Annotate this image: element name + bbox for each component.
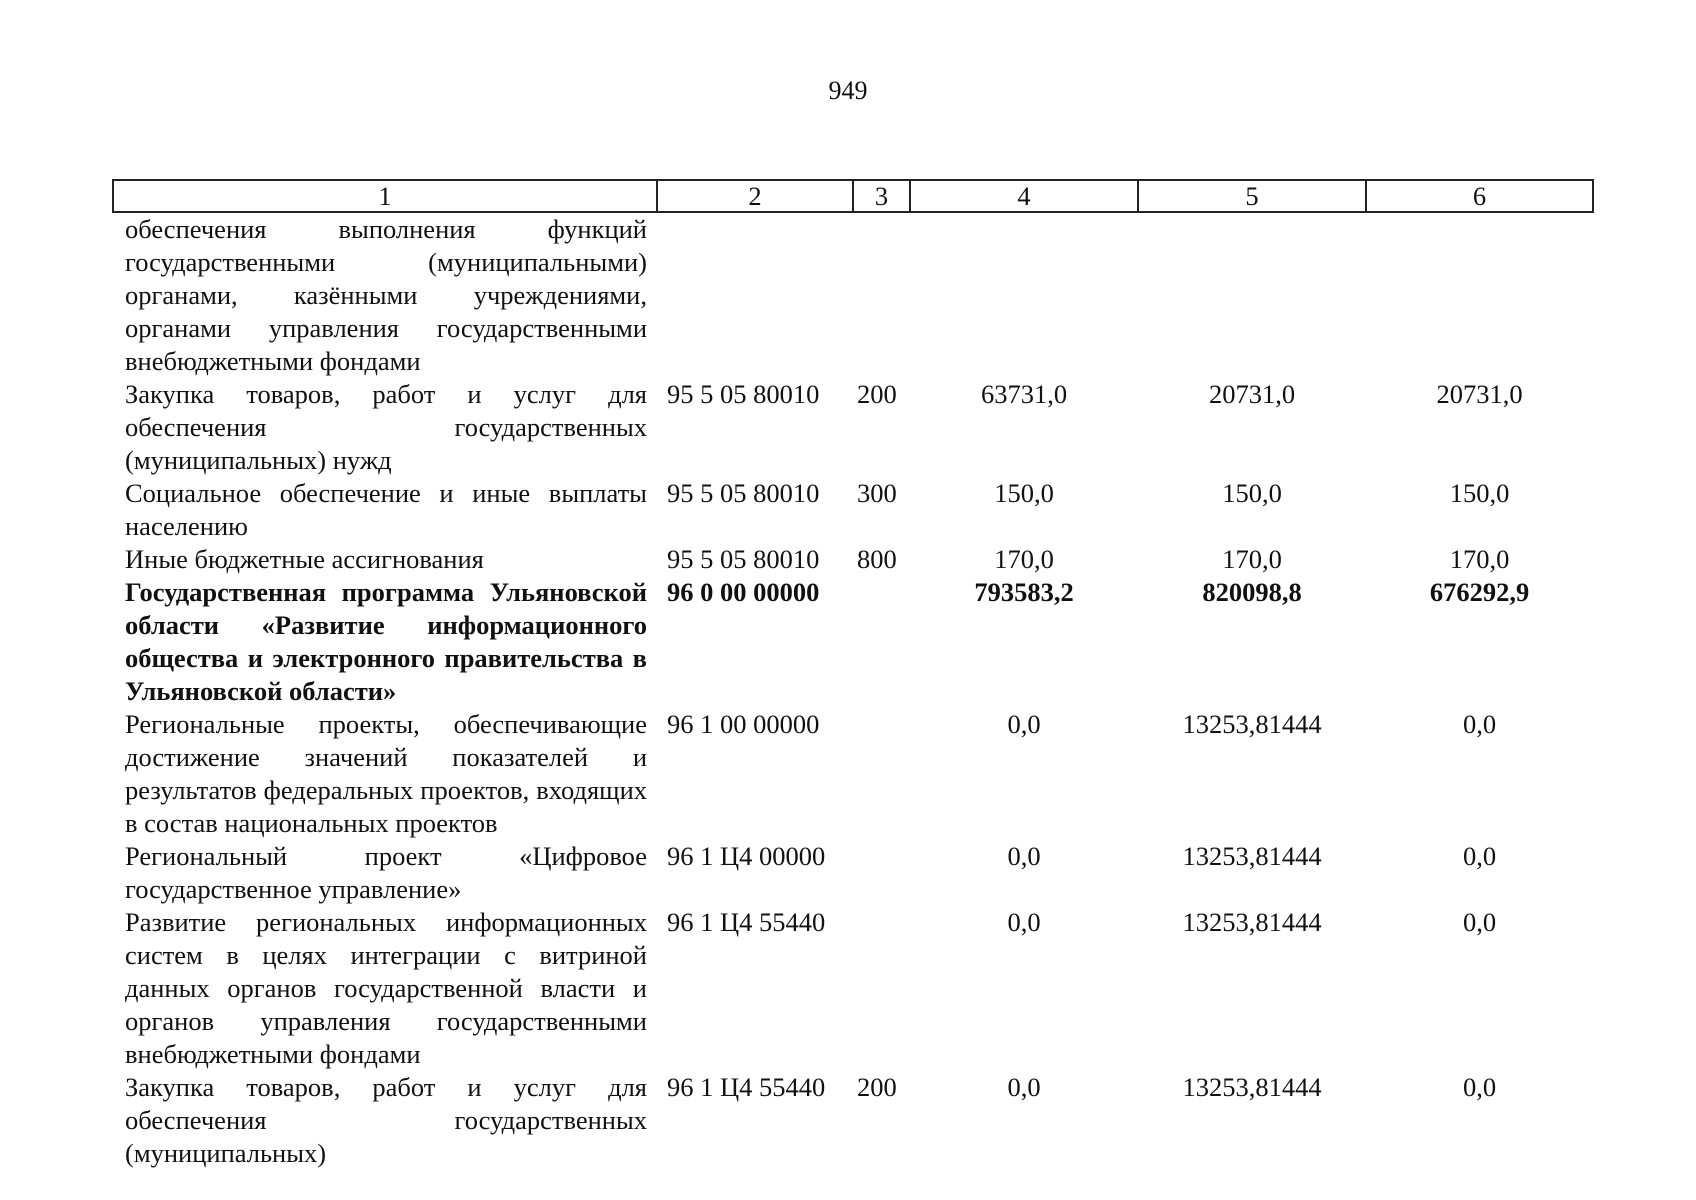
row-value-col4: 0,0 [1007, 907, 1041, 937]
row-name: Закупка товаров, работ и услуг для обеспечения государственных (муниципальных) [125, 1072, 647, 1168]
row-code: 96 1 Ц4 55440 [667, 907, 826, 937]
row-value-col5: 13253,81444 [1182, 841, 1322, 871]
row-name: Развитие региональных информационных систем в целях интеграции с витриной данных органов государственной власти и органов управления государственными внебюджетными фондами [125, 907, 647, 1069]
row-expense-type [853, 212, 910, 378]
row-code: 96 1 Ц4 55440 [667, 1072, 826, 1102]
row-value-col4: 0,0 [1007, 841, 1041, 871]
row-value-col6: 170,0 [1449, 544, 1510, 574]
row-value-col6: 0,0 [1462, 1072, 1497, 1102]
row-expense-type [853, 708, 910, 840]
table-body [113, 212, 1593, 1170]
table-row [113, 708, 1593, 840]
table-row [113, 378, 1593, 477]
row-code: 96 0 00 00000 [667, 577, 820, 607]
row-code: 95 5 05 80010 [667, 544, 820, 574]
row-value-col5: 170,0 [1222, 544, 1282, 574]
table-header [113, 180, 1593, 212]
row-name: обеспечения выполнения функций государственными (муниципальными) органами, казёнными учреждениями, органами управления государственными внебюджетными фондами [125, 214, 647, 376]
table-row [113, 576, 1593, 708]
row-code: 95 5 05 80010 [667, 478, 820, 508]
table-row [113, 906, 1593, 1071]
table-row [113, 212, 1593, 378]
row-value-col6: 20731,0 [1436, 379, 1523, 409]
table-row [113, 477, 1593, 543]
row-value-col4: 170,0 [994, 544, 1054, 574]
table-row [113, 543, 1593, 576]
row-code: 95 5 05 80010 [667, 379, 820, 409]
row-value-col5: 13253,81444 [1182, 709, 1322, 739]
row-value-col5: 13253,81444 [1182, 1072, 1322, 1102]
table-row [113, 840, 1593, 906]
row-name: Социальное обеспечение и иные выплаты населению [125, 478, 647, 541]
row-value-col6 [1366, 212, 1593, 378]
header-row [113, 180, 1593, 212]
row-name: Иные бюджетные ассигнования [125, 544, 484, 574]
row-name: Закупка товаров, работ и услуг для обеспечения государственных (муниципальных) нужд [125, 379, 647, 475]
budget-table [112, 179, 1594, 1170]
row-expense-type: 200 [857, 1072, 897, 1102]
row-value-col5: 820098,8 [1202, 577, 1302, 607]
row-expense-type [853, 840, 910, 906]
row-value-col5 [1138, 212, 1366, 378]
row-name: Региональный проект «Цифровое государственное управление» [125, 841, 647, 904]
row-value-col5: 150,0 [1222, 478, 1282, 508]
row-value-col5: 13253,81444 [1182, 907, 1322, 937]
row-expense-type: 200 [857, 379, 897, 409]
row-value-col5: 20731,0 [1208, 379, 1296, 409]
row-value-col4: 0,0 [1007, 709, 1041, 739]
column-header-4: 4 [910, 180, 1138, 212]
row-value-col4: 0,0 [1007, 1072, 1041, 1102]
row-expense-type [853, 576, 910, 708]
row-value-col6: 0,0 [1462, 841, 1497, 871]
row-value-col4: 63731,0 [980, 379, 1068, 409]
row-code [657, 212, 853, 378]
column-header-2: 2 [657, 180, 853, 212]
row-name: Региональные проекты, обеспечивающие достижение значений показателей и результатов федеральных проектов, входящих в состав национальных проектов [125, 709, 647, 838]
row-value-col4: 793583,2 [974, 577, 1074, 607]
row-code: 96 1 00 00000 [667, 709, 820, 739]
row-value-col6: 0,0 [1462, 709, 1497, 739]
column-header-3: 3 [853, 180, 910, 212]
row-value-col4: 150,0 [994, 478, 1054, 508]
row-value-col6: 150,0 [1449, 478, 1510, 508]
row-value-col6: 676292,9 [1429, 577, 1530, 607]
row-name: Государственная программа Ульяновской области «Развитие информационного общества и электронного правительства в Ульяновской области» [125, 577, 647, 706]
row-value-col6: 0,0 [1462, 907, 1497, 937]
row-expense-type: 300 [857, 478, 897, 508]
row-value-col4 [910, 212, 1138, 378]
page-number: 949 [828, 76, 868, 105]
row-expense-type: 800 [857, 544, 897, 574]
row-expense-type [853, 906, 910, 1071]
column-header-1: 1 [113, 180, 657, 212]
column-header-6: 6 [1366, 180, 1593, 212]
column-header-5: 5 [1138, 180, 1366, 212]
row-code: 96 1 Ц4 00000 [667, 841, 826, 871]
table-row [113, 1071, 1593, 1170]
